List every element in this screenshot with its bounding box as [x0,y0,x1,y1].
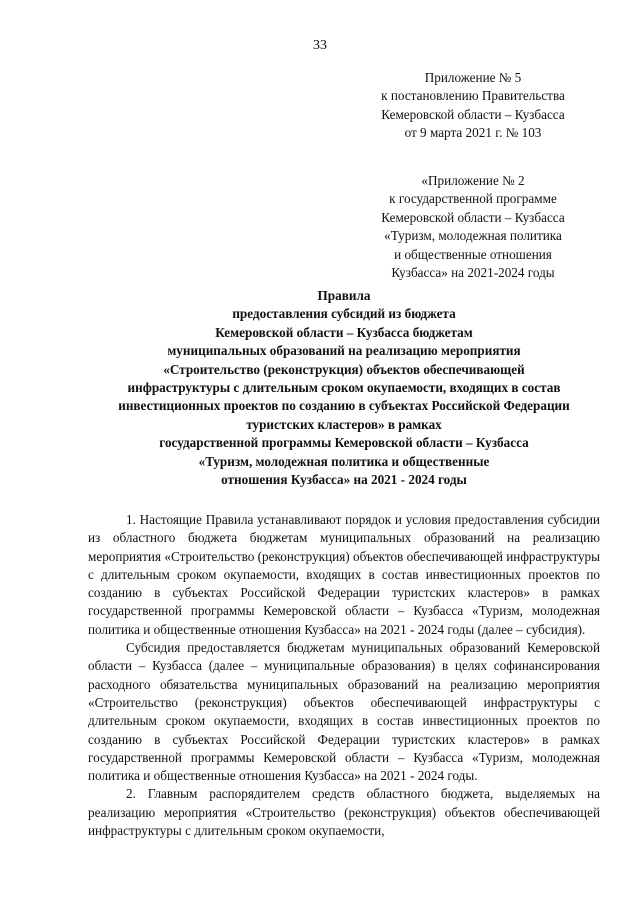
appendix-2-line: «Приложение № 2 [421,173,525,188]
appendix-5-line: Приложение № 5 [424,70,522,85]
appendix-5-line: от 9 марта 2021 г. № 103 [404,125,542,141]
appendix-2-line: к государственной программе [389,191,557,207]
appendix-2-line: «Туризм, молодежная политика [384,228,562,244]
page-number: 33 [313,38,327,53]
title-line: предоставления субсидий из бюджета [232,306,456,322]
paragraph-1: 1. Настоящие Правила устанавливают порядок и условия предоставления субсидии из областного бюджета бюджетам муниципальных образований на реализацию мероприятия «Строительство (реконструкция) объектов обеспечивающей инфраструктуры с длительным сроком окупаемости, входящих в состав инвестиционных проектов по созданию в субъектах Российской Федерации туристских кластеров» в рамках государственной программы Кемеровской области – Кузбасса «Туризм, молодежная политика и общественные отношения Кузбасса» на 2021 - 2024 годы (далее – субсидия). [88,512,600,637]
title-line: муниципальных образований на реализацию мероприятия [167,343,521,359]
appendix-2-header [358,172,588,282]
title-line: Кемеровской области – Кузбасса бюджетам [215,324,473,340]
title-line: инвестиционных проектов по созданию в субъектах Российской Федерации [118,398,570,414]
appendix-5-header [358,69,588,143]
title-line: Правила [317,288,371,303]
title-line: инфраструктуры с длительным сроком окупаемости, входящих в состав [127,380,561,396]
title-line: отношения Кузбасса» на 2021 - 2024 годы [221,472,467,488]
appendix-2-line: и общественные отношения [394,246,552,262]
title-line: «Строительство (реконструкция) объектов обеспечивающей [163,361,525,377]
appendix-2-line: Кемеровской области – Кузбасса [381,209,565,225]
title-line: государственной программы Кемеровской области – Кузбасса [159,435,529,451]
document-body [88,511,600,840]
appendix-5-line: Кемеровской области – Кузбасса [381,106,565,122]
title-line: «Туризм, молодежная политика и общественные [198,453,490,469]
document-title [88,287,600,489]
title-line: туристских кластеров» в рамках [246,416,442,432]
paragraph-2: 2. Главным распорядителем средств областного бюджета, выделяемых на реализацию мероприятия «Строительство (реконструкция) объектов обеспечивающей инфраструктуры с длительным сроком окупаемости, [88,786,600,839]
appendix-5-line: к постановлению Правительства [381,88,565,104]
appendix-2-line: Кузбасса» на 2021-2024 годы [391,265,555,281]
paragraph-subsidy: Субсидия предоставляется бюджетам муниципальных образований Кемеровской области – Кузбасса (далее – муниципальные образования) в целях софинансирования расходного обязательства муниципальных образований на реализацию мероприятия «Строительство (реконструкция) объектов обеспечивающей инфраструктуры с длительным сроком окупаемости, входящих в состав инвестиционных проектов по созданию в субъектах Российской Федерации туристских кластеров» в рамках государственной программы Кемеровской области – Кузбасса «Туризм, молодежная политика и общественные отношения Кузбасса» на 2021 - 2024 годы. [88,640,600,784]
